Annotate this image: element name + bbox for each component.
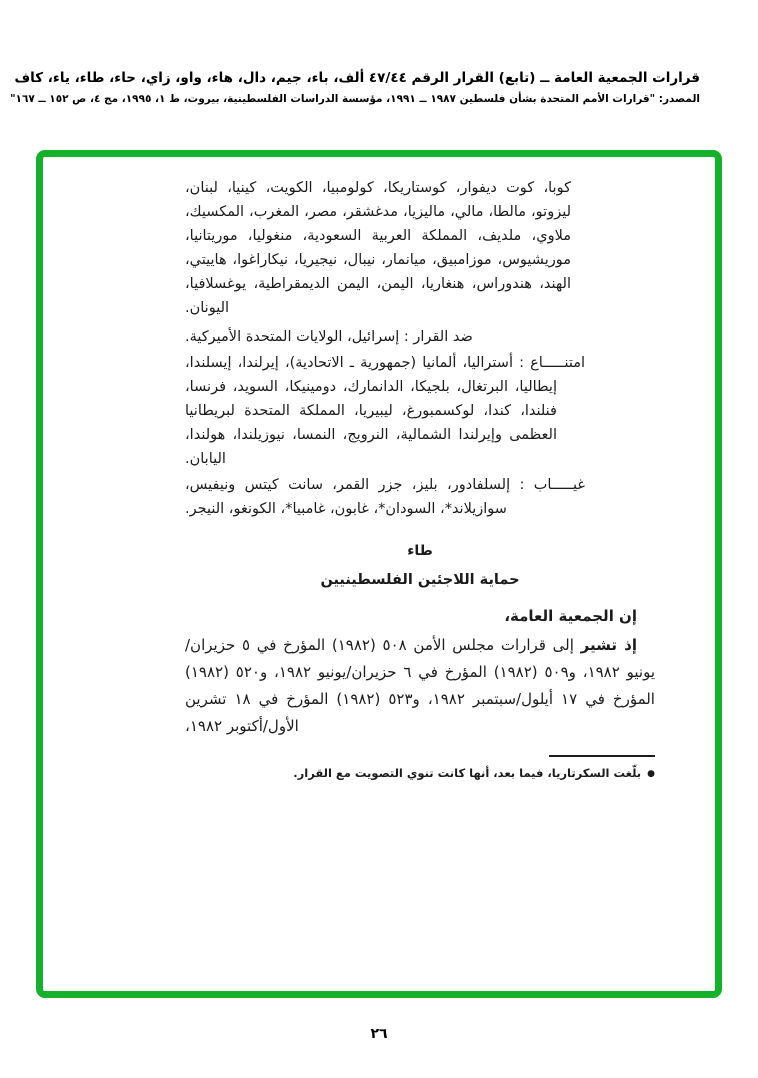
- vote-absent-countries: إلسلفادور، بليز، جزر القمر، سانت كيتس ونيفيس، سوازيلاند*، السودان*، غابون، غامبيا*، الكونغو، النيجر.: [185, 477, 511, 517]
- vote-absent-row: [185, 473, 585, 521]
- footnote-bullet-icon: ●: [647, 769, 655, 779]
- vote-abstain-separator: :: [512, 355, 531, 371]
- vote-abstain-label: امتنـــــاع: [530, 355, 585, 371]
- vote-abstain-row: [185, 351, 585, 471]
- vote-against-label: ضد القرار: [413, 329, 473, 345]
- footnote-separator-rule: [549, 755, 655, 757]
- document-body: [185, 176, 655, 783]
- vote-results: [185, 325, 585, 521]
- section-title-heading: حماية اللاجئين الفلسطينيين: [320, 572, 520, 588]
- header-source-line: المصدر: "قرارات الأمم المتحدة بشأن فلسطين ١٩٨٧ ــ ١٩٩١، مؤسسة الدراسات الفلسطينية، بيروت، ط ١، ١٩٩٥، مج ٤، ص ١٥٢ ــ ١٦٧": [10, 93, 700, 105]
- vote-abstain-countries: أستراليا، ألمانيا (جمهورية ـ الاتحادية)، إيرلندا، إيسلندا، إيطاليا، البرتغال، بلجيكا، الدانمارك، دومينيكا، السويد، فرنسا، فنلندا، كندا، لوكسمبورغ، ليبيريا، المملكة المتحدة لبريطانيا العظمى وإيرلندا الشمالية، النرويج، النمسا، نيوزيلندا، هولندا، اليابان.: [185, 355, 557, 467]
- footnote-text: بلّغت السكرتاريا، فيما بعد، أنها كانت تنوي التصويت مع القرار.: [293, 766, 642, 780]
- page-header: [10, 70, 700, 105]
- vote-absent-separator: :: [510, 477, 534, 493]
- section-letter-heading: طاء: [407, 543, 433, 559]
- resolution-paragraph: [185, 632, 655, 740]
- vote-against-countries: إسرائيل، الولايات المتحدة الأميركية.: [185, 329, 400, 345]
- paragraph-body-text: إلى قرارات مجلس الأمن ٥٠٨ (١٩٨٢) المؤرخ في ٥ حزيران/يونيو ١٩٨٢، و٥٠٩ (١٩٨٢) المؤرخ في ٦ حزيران/يونيو ١٩٨٢، و٥٢٠ (١٩٨٢) المؤرخ في ١٧ أيلول/سبتمبر ١٩٨٢، و٥٢٣ (١٩٨٢) المؤرخ في ١٨ تشرين الأول/أكتوبر ١٩٨٢،: [185, 636, 655, 735]
- paragraph-lead-phrase: إذ تشير: [580, 636, 637, 654]
- page-number: ٢٦: [370, 1026, 388, 1042]
- header-resolution-title: قرارات الجمعية العامة ــ (تابع) القرار الرقم ٤٧/٤٤ ألف، باء، جيم، دال، هاء، واو، زاي، حاء، طاء، ياء، كاف: [14, 70, 700, 86]
- vote-absent-label: غيـــــاب: [533, 477, 585, 493]
- vote-against-separator: :: [399, 329, 414, 345]
- favor-country-list: كوبا، كوت ديفوار، كوستاريكا، كولومبيا، الكويت، كينيا، لبنان، ليزوتو، مالطا، مالي، ماليزيا، مدغشقر، مصر، المغرب، المكسيك، ملاوي، ملديف، المملكة العربية السعودية، منغوليا، موريتانيا، موريشيوس، موزامبيق، ميانمار، نيبال، نيجيريا، نيكاراغوا، هاييتي، الهند، هندوراس، هنغاريا، اليمن، اليمن الديمقراطية، يوغسلافيا، اليونان.: [185, 180, 571, 316]
- resolution-opening-line: إن الجمعية العامة،: [504, 607, 637, 625]
- footnote-line: [185, 764, 655, 783]
- vote-against-row: [185, 325, 585, 349]
